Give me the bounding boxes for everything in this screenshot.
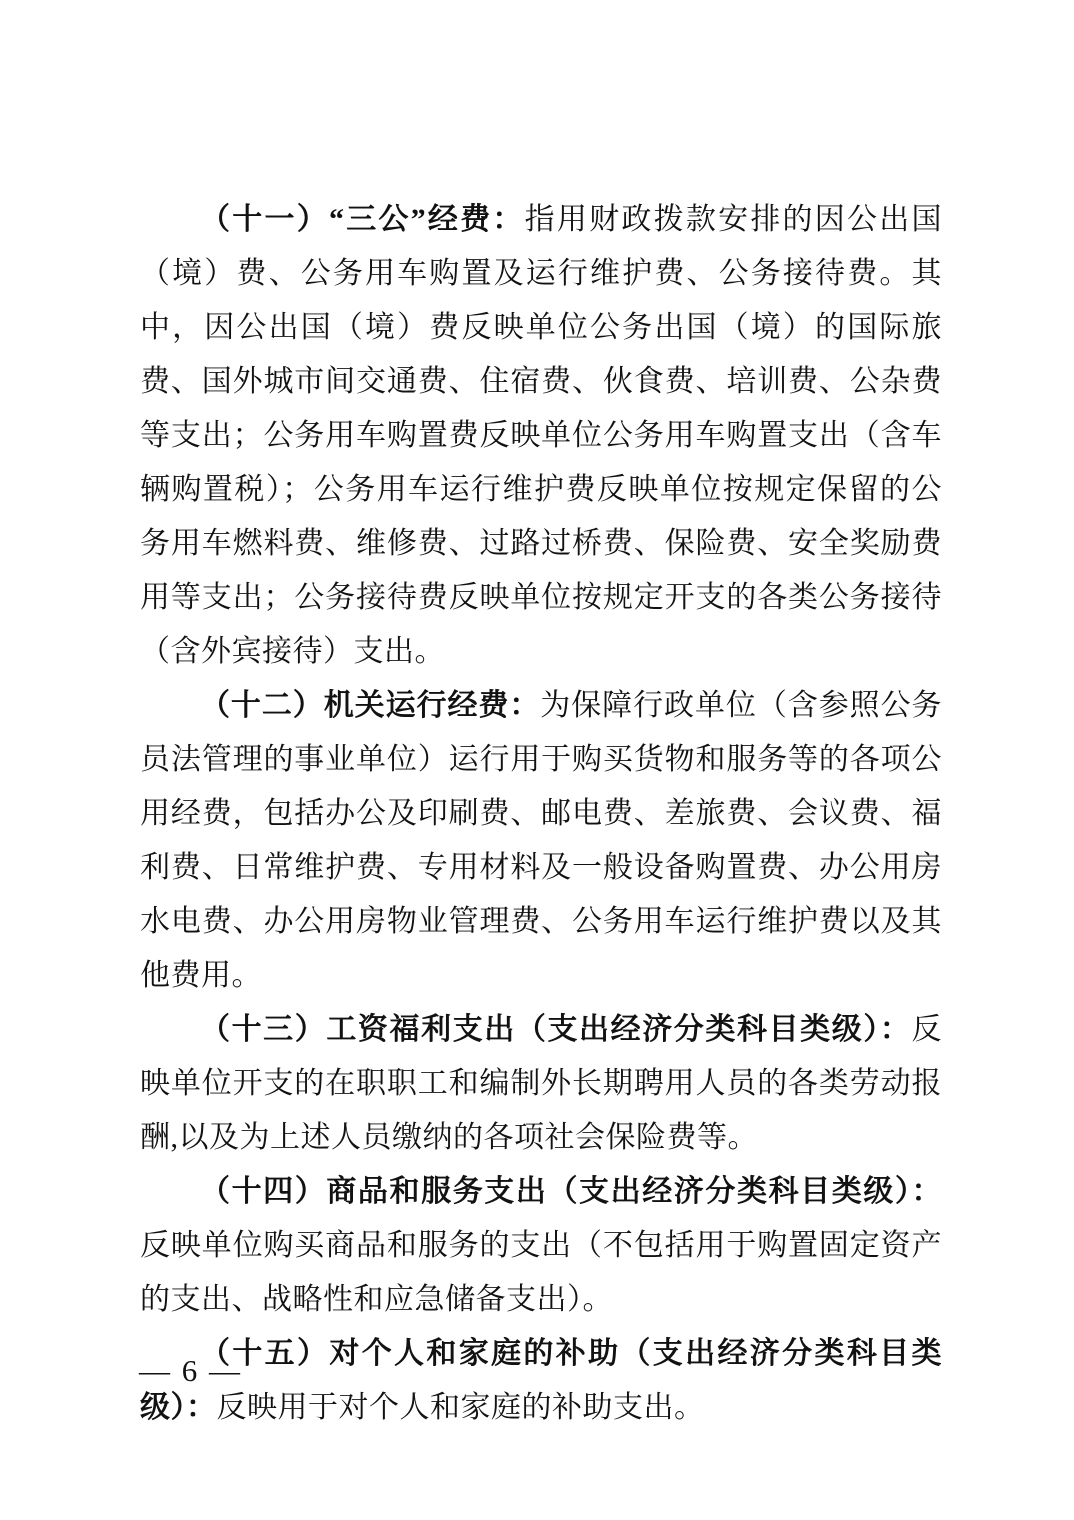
paragraph-text: 指用财政拨款安排的因公出国（境）费、公务用车购置及运行维护费、公务接待费。其中，因公出国（境）费反映单位公务出国（境）的国际旅费、国外城市间交通费、住宿费、伙食费、培训费、公杂费等支出；公务用车购置费反映单位公务用车购置支出（含车辆购置税）；公务用车运行维护费反映单位按规定保留的公务用车燃料费、维修费、过路过桥费、保险费、安全奖励费用等支出；公务接待费反映单位按规定开支的各类公务接待（含外宾接待）支出。 (140, 203, 943, 668)
paragraph (140, 1003, 942, 1165)
paragraph (140, 1327, 942, 1435)
paragraph-heading: （十五）对个人和家庭的补助（支出经济分类科目类级）： (140, 1337, 942, 1424)
paragraph-heading: （十四）商品和服务支出（支出经济分类科目类级）： (200, 1175, 942, 1208)
paragraph-heading: （十二）机关运行经费： (200, 689, 541, 722)
page-number-label: — 6 — (139, 1353, 242, 1388)
paragraph-text: 为保障行政单位（含参照公务员法管理的事业单位）运行用于购买货物和服务等的各项公用经费，包括办公及印刷费、邮电费、差旅费、会议费、福利费、日常维护费、专用材料及一般设备购置费、办公用房水电费、办公用房物业管理费、公务用车运行维护费以及其他费用。 (140, 689, 943, 992)
paragraph-text: 反映用于对个人和家庭的补助支出。 (216, 1391, 705, 1424)
paragraph (140, 193, 942, 679)
document-body (140, 193, 942, 1435)
paragraph (140, 1165, 942, 1327)
page-number (139, 1351, 242, 1391)
paragraph (140, 679, 942, 1003)
paragraph-heading: （十三）工资福利支出（支出经济分类科目类级）： (200, 1013, 912, 1046)
paragraph-text: 反映单位开支的在职职工和编制外长期聘用人员的各类劳动报酬,以及为上述人员缴纳的各项社会保险费等。 (140, 1013, 942, 1154)
paragraph-heading: （十一）“三公”经费： (200, 203, 525, 236)
paragraph-text: 反映单位购买商品和服务的支出（不包括用于购置固定资产的支出、战略性和应急储备支出）。 (140, 1229, 942, 1316)
